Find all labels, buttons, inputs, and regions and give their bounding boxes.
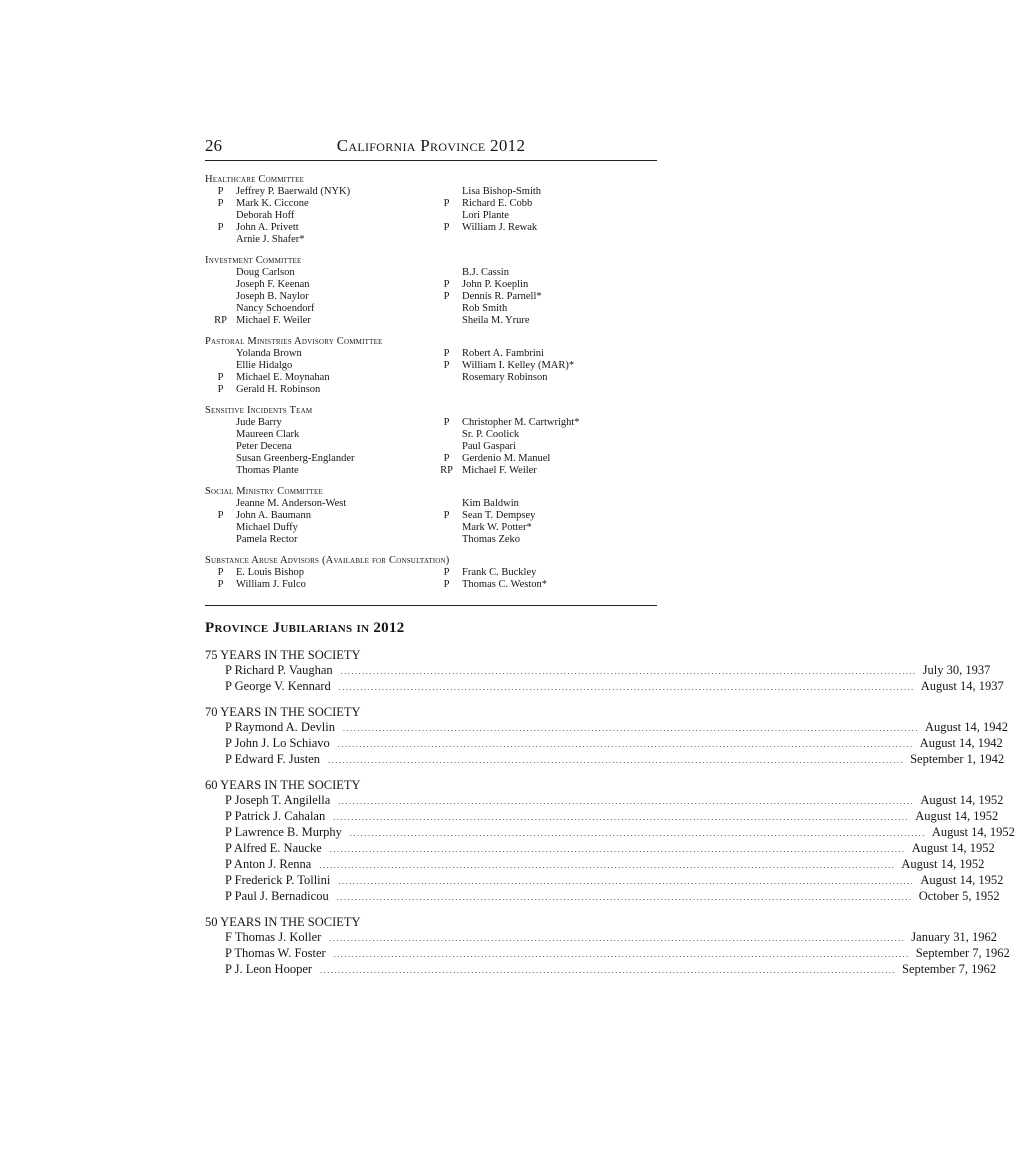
member-row	[205, 510, 431, 522]
member-name: Jude Barry	[236, 417, 282, 428]
committee-title	[205, 405, 657, 417]
member-row	[431, 498, 657, 510]
dot-leader: ................................................................................................................................................................	[328, 756, 905, 765]
member-name: Thomas Plante	[236, 465, 299, 476]
member-status	[205, 267, 236, 279]
jubilarian-entry	[205, 962, 997, 978]
member-row	[431, 210, 657, 222]
member-name: Maureen Clark	[236, 429, 300, 440]
jubilarian-entry	[205, 946, 1010, 962]
member-status	[431, 522, 462, 534]
member-column-right	[431, 186, 657, 246]
member-name: Mark K. Ciccone	[236, 198, 309, 209]
committee-block	[205, 336, 657, 396]
jubilarian-entry	[205, 752, 1005, 768]
member-status: P	[443, 279, 450, 290]
member-row	[431, 441, 657, 453]
member-status	[431, 498, 462, 510]
member-row	[431, 534, 657, 546]
jubilarian-name: P Thomas W. Foster	[225, 946, 326, 960]
member-status	[431, 534, 462, 546]
jubilee-group	[205, 915, 1010, 978]
jubilarian-name: P Lawrence B. Murphy	[225, 825, 342, 839]
jubilarians-title: Province Jubilarians in 2012	[205, 620, 405, 636]
member-status	[205, 303, 236, 315]
committee-members	[205, 186, 657, 246]
jubilarian-entry-date: August 14, 1952	[920, 873, 1004, 887]
jubilarian-entry	[205, 736, 1003, 752]
member-status: P	[217, 384, 224, 395]
committee-title	[205, 336, 657, 348]
member-row	[205, 198, 431, 210]
member-status	[205, 465, 236, 477]
jubilee-group-heading: 50 YEARS IN THE SOCIETY	[205, 915, 361, 929]
dot-leader: ................................................................................................................................................................	[337, 740, 914, 749]
member-row	[205, 360, 431, 372]
member-name: Doug Carlson	[236, 267, 295, 278]
jubilarian-name: P Frederick P. Tollini	[225, 873, 331, 887]
jubilarian-entry-date: August 14, 1942	[924, 720, 1008, 734]
jubilarian-entry-date: August 14, 1952	[931, 825, 1015, 839]
member-status: P	[443, 360, 450, 371]
running-title: California Province 2012	[336, 136, 526, 155]
jubilee-group	[205, 705, 1008, 768]
member-name: E. Louis Bishop	[236, 567, 304, 578]
member-status: P	[443, 567, 450, 578]
committee-members	[205, 348, 657, 396]
dot-leader: ................................................................................................................................................................	[336, 893, 913, 902]
member-name: John A. Baumann	[236, 510, 311, 521]
member-row	[205, 348, 431, 360]
member-status	[205, 522, 236, 534]
member-row	[431, 465, 657, 477]
member-name: Susan Greenberg-Englander	[236, 453, 355, 464]
member-name: Jeffrey P. Baerwald (NYK)	[236, 186, 351, 197]
member-status: P	[217, 186, 224, 197]
member-name: Thomas C. Weston*	[462, 579, 547, 590]
jubilarian-entry-date: January 31, 1962	[911, 930, 998, 944]
committee-members	[205, 498, 657, 546]
jubilarian-name: F Thomas J. Koller	[225, 930, 322, 944]
member-name: Christopher M. Cartwright*	[462, 417, 580, 428]
member-name: Joseph B. Naylor	[236, 291, 309, 302]
member-status: P	[443, 348, 450, 359]
jubilarian-entry-date: September 7, 1962	[915, 946, 1010, 960]
jubilarian-entry-date: August 14, 1937	[920, 679, 1004, 693]
jubilarian-entry-date: August 14, 1952	[920, 793, 1004, 807]
committee-title	[205, 555, 657, 567]
member-row	[205, 417, 431, 429]
member-status: P	[217, 579, 224, 590]
jubilarian-name: P Raymond A. Devlin	[225, 720, 335, 734]
jubilarian-entry-date: August 14, 1952	[901, 857, 985, 871]
member-row	[205, 291, 431, 303]
member-name: Mark W. Potter*	[462, 522, 532, 533]
member-row	[205, 429, 431, 441]
member-status: P	[217, 510, 224, 521]
jubilarian-entry-date: July 30, 1937	[922, 663, 991, 677]
member-name: Lisa Bishop-Smith	[462, 186, 542, 197]
member-column-right	[431, 267, 657, 327]
member-column-left	[205, 417, 431, 477]
member-name: William J. Rewak	[462, 222, 538, 233]
member-name: John P. Koeplin	[462, 279, 529, 290]
jubilarian-entry	[205, 809, 999, 825]
jubilee-group	[205, 648, 1004, 695]
jubilarian-entry	[205, 873, 1004, 889]
member-row	[431, 279, 657, 291]
member-status	[431, 315, 462, 327]
jubilarian-name: P Anton J. Renna	[225, 857, 312, 871]
member-name: Lori Plante	[462, 210, 509, 221]
member-status	[431, 429, 462, 441]
member-name: Nancy Schoendorf	[236, 303, 315, 314]
page-number: 26	[205, 136, 222, 155]
jubilee-group-heading: 60 YEARS IN THE SOCIETY	[205, 778, 361, 792]
member-row	[205, 384, 431, 396]
header-rule	[205, 160, 657, 161]
jubilarian-name: P Richard P. Vaughan	[225, 663, 333, 677]
jubilarian-entry	[205, 930, 998, 946]
jubilarian-entry	[205, 825, 1015, 841]
committee-block	[205, 174, 657, 246]
dot-leader: ................................................................................................................................................................	[333, 950, 910, 959]
committee-title-text: Investment Committee	[205, 255, 302, 266]
member-row	[431, 267, 657, 279]
member-status: P	[443, 453, 450, 464]
jubilarian-entry	[205, 841, 995, 857]
member-status	[205, 441, 236, 453]
member-row	[205, 222, 431, 234]
member-row	[431, 291, 657, 303]
jubilee-group	[205, 778, 1015, 905]
member-column-left	[205, 567, 431, 591]
member-status	[205, 453, 236, 465]
member-status	[205, 534, 236, 546]
member-row	[431, 315, 657, 327]
committee-title	[205, 486, 657, 498]
member-status	[431, 303, 462, 315]
committee-block	[205, 555, 657, 591]
member-name: Joseph F. Keenan	[236, 279, 310, 290]
member-name: Gerald H. Robinson	[236, 384, 321, 395]
member-row	[431, 222, 657, 234]
committee-title	[205, 174, 657, 186]
dot-leader: ................................................................................................................................................................	[342, 724, 919, 733]
member-column-right	[431, 348, 657, 396]
member-status	[431, 267, 462, 279]
member-row	[205, 441, 431, 453]
member-row	[431, 522, 657, 534]
member-name: B.J. Cassin	[462, 267, 509, 278]
member-row	[431, 348, 657, 360]
member-name: Ellie Hidalgo	[236, 360, 293, 371]
dot-leader: ................................................................................................................................................................	[338, 683, 915, 692]
member-row	[205, 210, 431, 222]
member-status: P	[217, 222, 224, 233]
jubilarian-entry	[205, 663, 991, 679]
member-name: Yolanda Brown	[236, 348, 302, 359]
running-header	[205, 136, 657, 158]
jubilee-group-heading: 75 YEARS IN THE SOCIETY	[205, 648, 361, 662]
member-name: Gerdenio M. Manuel	[462, 453, 551, 464]
jubilarian-name: P John J. Lo Schiavo	[225, 736, 330, 750]
member-status: RP	[440, 465, 453, 476]
member-status: P	[443, 417, 450, 428]
member-name: William I. Kelley (MAR)*	[462, 360, 575, 371]
jubilarian-entry-date: August 14, 1942	[919, 736, 1003, 750]
member-row	[205, 579, 431, 591]
member-row	[205, 315, 431, 327]
member-column-right	[431, 498, 657, 546]
member-name: Michael Duffy	[236, 522, 298, 533]
dot-leader: ................................................................................................................................................................	[338, 877, 915, 886]
member-column-left	[205, 186, 431, 246]
member-column-left	[205, 498, 431, 546]
member-status	[205, 291, 236, 303]
jubilee-group-heading: 70 YEARS IN THE SOCIETY	[205, 705, 361, 719]
committees-section	[205, 174, 657, 600]
member-status	[431, 210, 462, 222]
member-row	[431, 417, 657, 429]
jubilarian-entry-date: September 1, 1942	[910, 752, 1005, 766]
committee-members	[205, 417, 657, 477]
member-status: P	[217, 372, 224, 383]
member-name: Michael E. Moynahan	[236, 372, 330, 383]
member-row	[431, 372, 657, 384]
member-status	[205, 279, 236, 291]
member-name: Pamela Rector	[236, 534, 298, 545]
member-status	[431, 186, 462, 198]
member-status: P	[443, 291, 450, 302]
member-row	[205, 567, 431, 579]
jubilarian-entry	[205, 720, 1008, 736]
dot-leader: ................................................................................................................................................................	[319, 861, 896, 870]
committee-title-text: Pastoral Ministries Advisory Committee	[205, 336, 383, 347]
member-row	[431, 303, 657, 315]
jubilarian-entry-date: August 14, 1952	[915, 809, 999, 823]
dot-leader: ................................................................................................................................................................	[340, 667, 917, 676]
jubilarian-name: P J. Leon Hooper	[225, 962, 313, 976]
jubilarian-entry	[205, 857, 985, 873]
committee-block	[205, 255, 657, 327]
member-column-right	[431, 417, 657, 477]
member-column-right	[431, 567, 657, 591]
jubilarian-entry	[205, 889, 1000, 905]
member-row	[205, 522, 431, 534]
committee-members	[205, 267, 657, 327]
jubilarians-list	[205, 648, 1015, 988]
member-name: Michael F. Weiler	[462, 465, 537, 476]
member-status: RP	[214, 315, 227, 326]
committee-title-suffix: (Available for Consultation)	[319, 555, 450, 566]
dot-leader: ................................................................................................................................................................	[333, 813, 910, 822]
member-name: Paul Gaspari	[462, 441, 516, 452]
member-row	[431, 186, 657, 198]
dot-leader: ................................................................................................................................................................	[329, 934, 906, 943]
member-row	[431, 198, 657, 210]
member-status	[205, 498, 236, 510]
member-row	[431, 360, 657, 372]
member-name: Rosemary Robinson	[462, 372, 548, 383]
member-row	[205, 234, 431, 246]
member-name: Thomas Zeko	[462, 534, 521, 545]
member-row	[205, 267, 431, 279]
committee-block	[205, 486, 657, 546]
member-status: P	[443, 198, 450, 209]
jubilarian-name: P Alfred E. Naucke	[225, 841, 322, 855]
member-status: P	[443, 579, 450, 590]
committee-title-text: Sensitive Incidents Team	[205, 405, 313, 416]
committee-members	[205, 567, 657, 591]
jubilarian-entry	[205, 679, 1004, 695]
member-row	[205, 534, 431, 546]
member-name: Kim Baldwin	[462, 498, 519, 509]
member-status	[205, 360, 236, 372]
member-status: P	[443, 222, 450, 233]
member-name: Sheila M. Yrure	[462, 315, 530, 326]
member-row	[205, 453, 431, 465]
member-row	[205, 498, 431, 510]
dot-leader: ................................................................................................................................................................	[320, 966, 897, 975]
member-status: P	[217, 198, 224, 209]
member-column-left	[205, 348, 431, 396]
member-row	[205, 372, 431, 384]
jubilarian-entry-date: August 14, 1952	[911, 841, 995, 855]
committee-title-text: Social Ministry Committee	[205, 486, 323, 497]
member-row	[205, 186, 431, 198]
member-row	[205, 279, 431, 291]
committee-title-text: Substance Abuse Advisors	[205, 555, 320, 566]
member-row	[205, 465, 431, 477]
committee-title-text: Healthcare Committee	[205, 174, 305, 185]
member-name: Rob Smith	[462, 303, 508, 314]
dot-leader: ................................................................................................................................................................	[329, 845, 906, 854]
dot-leader: ................................................................................................................................................................	[349, 829, 926, 838]
member-name: Jeanne M. Anderson-West	[236, 498, 347, 509]
member-status	[205, 348, 236, 360]
member-name: John A. Privett	[236, 222, 299, 233]
member-name: Deborah Hoff	[236, 210, 295, 221]
member-row	[431, 567, 657, 579]
member-status: P	[217, 567, 224, 578]
member-status	[205, 429, 236, 441]
member-name: Richard E. Cobb	[462, 198, 533, 209]
committees-end-rule	[205, 605, 657, 606]
member-name: Michael F. Weiler	[236, 315, 311, 326]
committee-block	[205, 405, 657, 477]
committee-title	[205, 255, 657, 267]
dot-leader: ................................................................................................................................................................	[338, 797, 915, 806]
member-name: Peter Decena	[236, 441, 292, 452]
jubilarian-name: P Edward F. Justen	[225, 752, 321, 766]
member-name: William J. Fulco	[236, 579, 306, 590]
member-row	[431, 579, 657, 591]
member-name: Robert A. Fambrini	[462, 348, 544, 359]
member-row	[431, 510, 657, 522]
member-row	[431, 453, 657, 465]
jubilarian-name: P Paul J. Bernadicou	[225, 889, 329, 903]
jubilarian-entry	[205, 793, 1004, 809]
member-name: Dennis R. Parnell*	[462, 291, 542, 302]
member-status	[431, 441, 462, 453]
member-status	[205, 417, 236, 429]
member-status	[205, 210, 236, 222]
jubilarian-name: P George V. Kennard	[225, 679, 331, 693]
jubilarian-entry-date: October 5, 1952	[918, 889, 1000, 903]
member-row	[205, 303, 431, 315]
jubilarian-entry-date: September 7, 1962	[902, 962, 997, 976]
member-name: Frank C. Buckley	[462, 567, 537, 578]
member-status	[431, 372, 462, 384]
member-status: P	[443, 510, 450, 521]
jubilarian-name: P Patrick J. Cahalan	[225, 809, 326, 823]
member-column-left	[205, 267, 431, 327]
member-row	[431, 429, 657, 441]
member-name: Sr. P. Coolick	[462, 429, 520, 440]
member-name: Arnie J. Shafer*	[236, 234, 305, 245]
member-status	[205, 234, 236, 246]
jubilarian-name: P Joseph T. Angilella	[225, 793, 331, 807]
member-name: Sean T. Dempsey	[462, 510, 536, 521]
